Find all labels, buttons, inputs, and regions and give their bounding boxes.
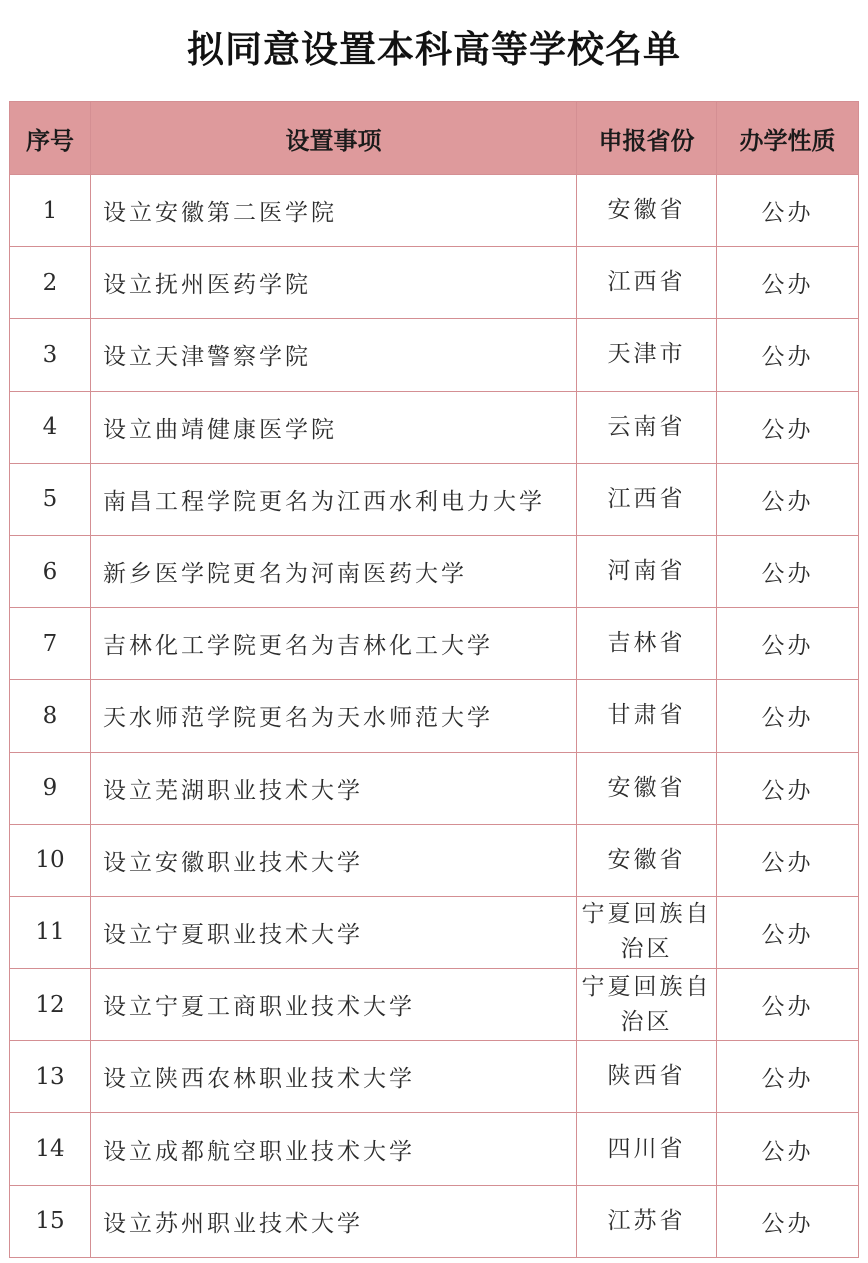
table-row xyxy=(10,175,859,247)
row-item: 设立安徽第二医学院 xyxy=(91,175,577,247)
row-type: 公办 xyxy=(717,969,859,1041)
row-province: 江西省 xyxy=(577,247,717,319)
table-row xyxy=(10,608,859,680)
header-province: 申报省份 xyxy=(577,102,717,175)
row-number: 1 xyxy=(10,175,91,247)
table-row xyxy=(10,896,859,968)
row-number: 6 xyxy=(10,535,91,607)
row-province: 吉林省 xyxy=(577,608,717,680)
row-item: 设立宁夏工商职业技术大学 xyxy=(91,969,577,1041)
table-header-row xyxy=(10,102,859,175)
row-type: 公办 xyxy=(717,824,859,896)
table-row xyxy=(10,1185,859,1257)
row-province: 宁夏回族自治区 xyxy=(577,969,717,1041)
row-item: 南昌工程学院更名为江西水利电力大学 xyxy=(91,463,577,535)
row-province: 安徽省 xyxy=(577,175,717,247)
row-number: 3 xyxy=(10,319,91,391)
row-province: 四川省 xyxy=(577,1113,717,1185)
row-province: 江西省 xyxy=(577,463,717,535)
row-province: 甘肃省 xyxy=(577,680,717,752)
row-number: 4 xyxy=(10,391,91,463)
row-type: 公办 xyxy=(717,896,859,968)
row-type: 公办 xyxy=(717,680,859,752)
row-number: 12 xyxy=(10,969,91,1041)
row-province: 宁夏回族自治区 xyxy=(577,896,717,968)
row-item: 设立芜湖职业技术大学 xyxy=(91,752,577,824)
row-number: 8 xyxy=(10,680,91,752)
row-number: 15 xyxy=(10,1185,91,1257)
row-item: 新乡医学院更名为河南医药大学 xyxy=(91,535,577,607)
row-type: 公办 xyxy=(717,752,859,824)
table-row xyxy=(10,535,859,607)
page-title: 拟同意设置本科高等学校名单 xyxy=(187,28,681,71)
row-number: 11 xyxy=(10,896,91,968)
row-item: 设立曲靖健康医学院 xyxy=(91,391,577,463)
row-province: 河南省 xyxy=(577,535,717,607)
table-row xyxy=(10,391,859,463)
table-row xyxy=(10,969,859,1041)
row-province: 云南省 xyxy=(577,391,717,463)
row-item: 设立陕西农林职业技术大学 xyxy=(91,1041,577,1113)
row-item: 设立宁夏职业技术大学 xyxy=(91,896,577,968)
row-province: 安徽省 xyxy=(577,824,717,896)
row-type: 公办 xyxy=(717,175,859,247)
table-row xyxy=(10,824,859,896)
table-row xyxy=(10,463,859,535)
row-province: 陕西省 xyxy=(577,1041,717,1113)
row-type: 公办 xyxy=(717,463,859,535)
row-type: 公办 xyxy=(717,535,859,607)
table-row xyxy=(10,1041,859,1113)
table-row xyxy=(10,319,859,391)
table-row xyxy=(10,247,859,319)
row-number: 7 xyxy=(10,608,91,680)
table-row xyxy=(10,680,859,752)
header-item: 设置事项 xyxy=(91,102,577,175)
row-type: 公办 xyxy=(717,1041,859,1113)
row-item: 设立天津警察学院 xyxy=(91,319,577,391)
header-no: 序号 xyxy=(10,102,91,175)
row-number: 9 xyxy=(10,752,91,824)
school-list-table xyxy=(9,101,859,1258)
row-province: 安徽省 xyxy=(577,752,717,824)
row-number: 5 xyxy=(10,463,91,535)
table-row xyxy=(10,1113,859,1185)
row-province: 江苏省 xyxy=(577,1185,717,1257)
row-item: 吉林化工学院更名为吉林化工大学 xyxy=(91,608,577,680)
row-item: 设立苏州职业技术大学 xyxy=(91,1185,577,1257)
row-type: 公办 xyxy=(717,391,859,463)
row-number: 14 xyxy=(10,1113,91,1185)
row-number: 10 xyxy=(10,824,91,896)
row-type: 公办 xyxy=(717,247,859,319)
row-item: 设立安徽职业技术大学 xyxy=(91,824,577,896)
row-item: 设立成都航空职业技术大学 xyxy=(91,1113,577,1185)
row-item: 设立抚州医药学院 xyxy=(91,247,577,319)
row-item: 天水师范学院更名为天水师范大学 xyxy=(91,680,577,752)
row-province: 天津市 xyxy=(577,319,717,391)
row-type: 公办 xyxy=(717,319,859,391)
row-type: 公办 xyxy=(717,608,859,680)
row-type: 公办 xyxy=(717,1185,859,1257)
row-number: 2 xyxy=(10,247,91,319)
table-row xyxy=(10,752,859,824)
header-type: 办学性质 xyxy=(717,102,859,175)
row-type: 公办 xyxy=(717,1113,859,1185)
row-number: 13 xyxy=(10,1041,91,1113)
